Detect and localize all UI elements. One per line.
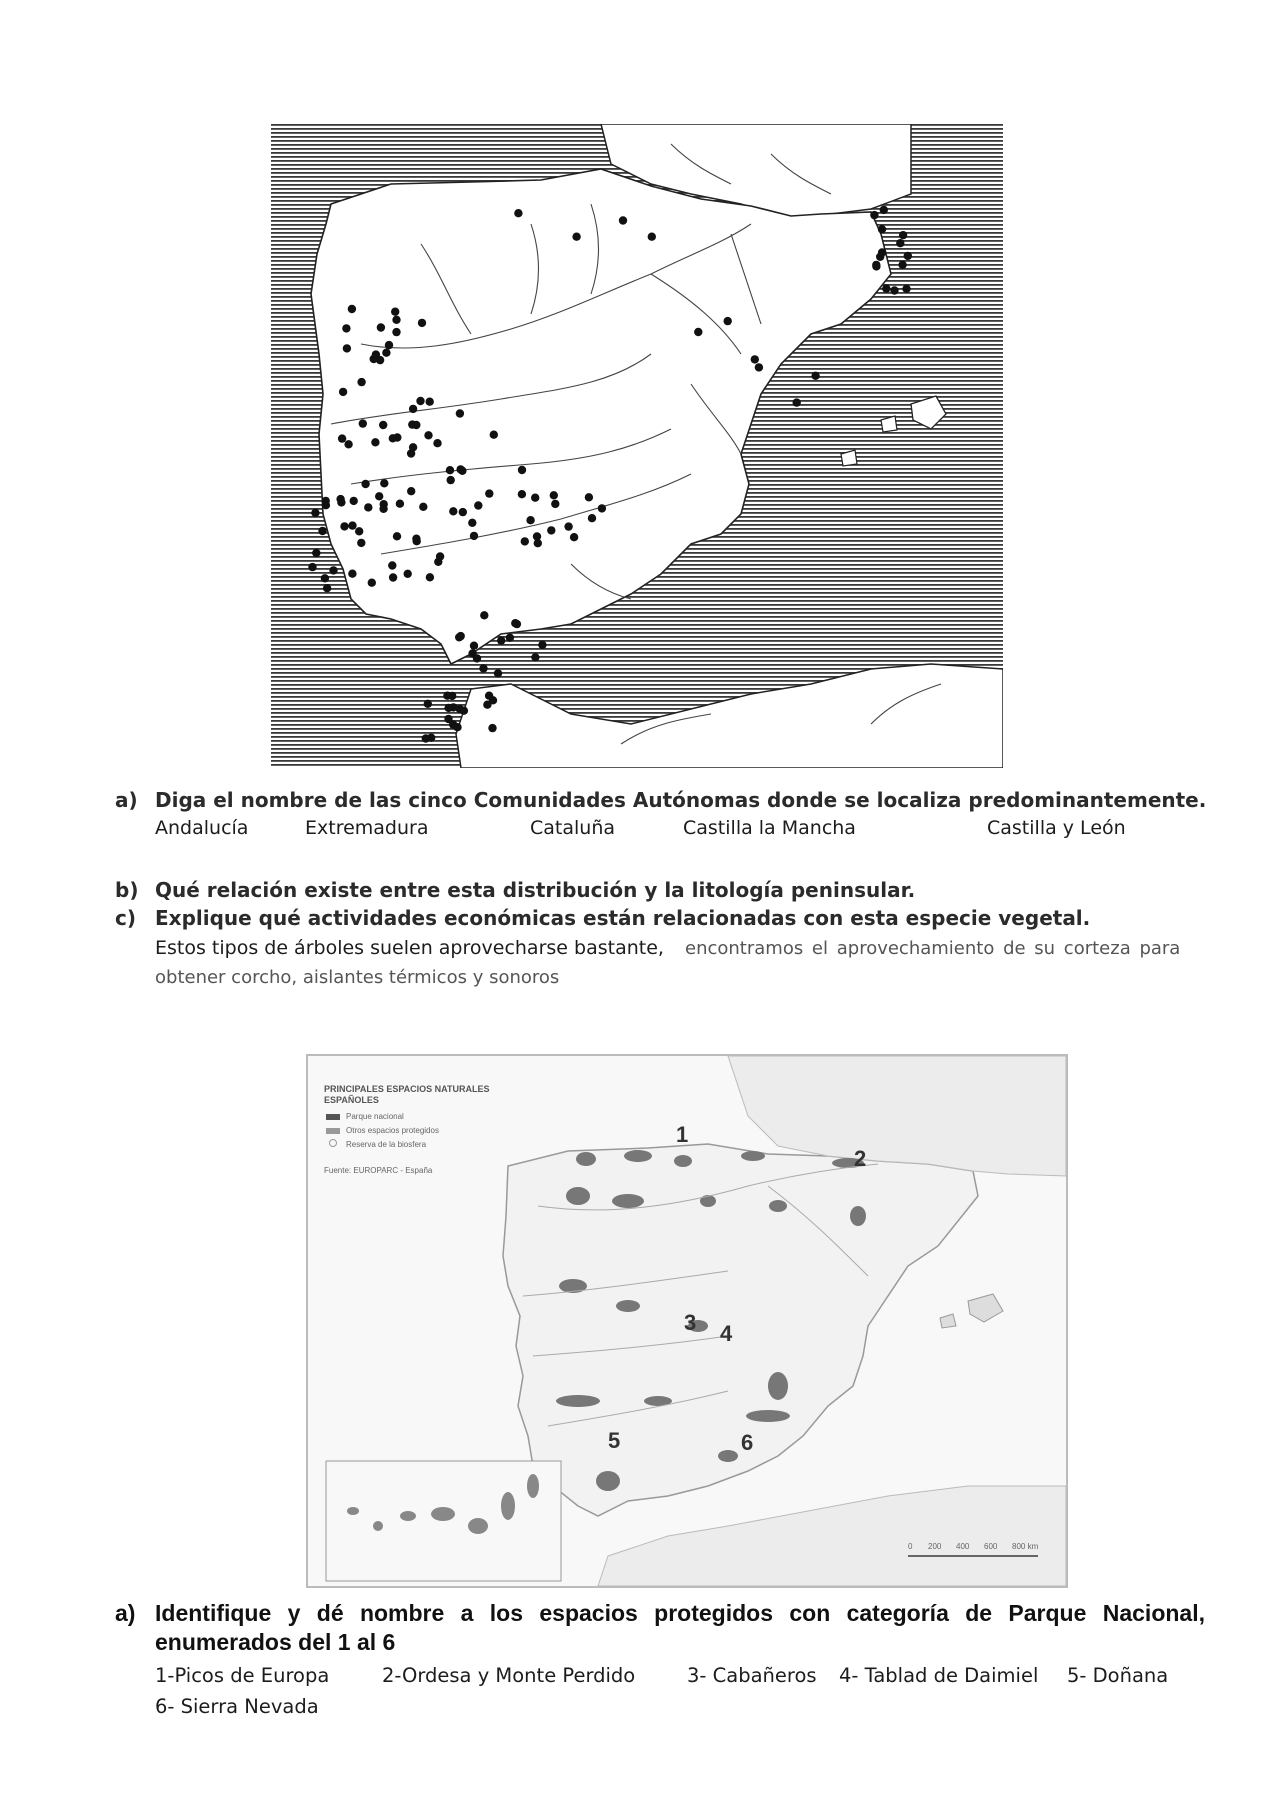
distribution-dot <box>521 537 529 545</box>
q1b-text: Qué relación existe entre esta distribución y la litología peninsular. <box>155 878 916 902</box>
answer-community-4: Castilla la Mancha <box>683 817 856 839</box>
distribution-dot <box>389 434 397 442</box>
distribution-dot <box>357 378 365 386</box>
distribution-dot <box>361 480 369 488</box>
distribution-dot <box>570 533 578 541</box>
distribution-dot <box>531 494 539 502</box>
answer-community-1: Andalucía <box>155 817 249 839</box>
park-label-5: 5 <box>608 1428 621 1453</box>
distribution-dot <box>793 398 801 406</box>
distribution-dot <box>350 497 358 505</box>
distribution-dot <box>468 519 476 527</box>
distribution-dot <box>446 466 454 474</box>
distribution-dot <box>488 724 496 732</box>
distribution-dot <box>348 570 356 578</box>
distribution-dot <box>426 573 434 581</box>
distribution-dot <box>485 692 493 700</box>
distribution-dot <box>318 527 326 535</box>
q2a-text-line1: Identifique y dé nombre a los espacios protegidos con categoría de Parque Nacional, <box>155 1600 1205 1626</box>
q1c-answer-line2: obtener corcho, aislantes térmicos y sonoros <box>155 967 560 988</box>
distribution-dot <box>385 341 393 349</box>
distribution-dot <box>550 491 558 499</box>
q1a-text: Diga el nombre de las cinco Comunidades Autónomas donde se localiza predominantemente. <box>155 788 1207 812</box>
scale-label-800: 800 km <box>1012 1542 1039 1551</box>
distribution-dot <box>444 704 452 712</box>
answer-community-3: Cataluña <box>530 817 616 839</box>
distribution-dot <box>898 261 906 269</box>
distribution-dot <box>518 490 526 498</box>
distribution-dot <box>474 501 482 509</box>
distribution-dot <box>899 231 907 239</box>
distribution-dot <box>490 431 498 439</box>
distribution-dot <box>551 500 559 508</box>
distribution-dot <box>896 239 904 247</box>
distribution-dot <box>513 620 521 628</box>
distribution-dot <box>371 438 379 446</box>
q1c-answer-part1: Estos tipos de árboles suelen aprovecharse bastante, <box>155 937 664 959</box>
distribution-dot <box>348 305 356 313</box>
distribution-dot <box>538 641 546 649</box>
distribution-dot <box>344 440 352 448</box>
distribution-dot <box>470 642 478 650</box>
distribution-dot <box>456 465 464 473</box>
distribution-dot <box>357 539 365 547</box>
distribution-dot <box>456 409 464 417</box>
distribution-dot <box>598 504 606 512</box>
distribution-dot <box>323 584 331 592</box>
distribution-dot <box>424 431 432 439</box>
distribution-dot <box>872 261 880 269</box>
distribution-dot <box>460 707 468 715</box>
distribution-dot <box>380 479 388 487</box>
q2a-label: a) <box>115 1600 136 1626</box>
distribution-dot <box>453 723 461 731</box>
distribution-dot <box>370 355 378 363</box>
distribution-dot <box>531 653 539 661</box>
distribution-dot <box>514 209 522 217</box>
distribution-dot <box>426 398 434 406</box>
legend-title-line2: ESPAÑOLES <box>324 1095 379 1105</box>
distribution-dot <box>878 225 886 233</box>
distribution-dot <box>413 537 421 545</box>
distribution-dot <box>379 505 387 513</box>
q1a-label: a) <box>115 788 138 812</box>
answer-park-1: 1-Picos de Europa <box>155 1664 330 1687</box>
distribution-dot <box>449 507 457 515</box>
distribution-dot <box>336 495 344 503</box>
distribution-dot <box>418 319 426 327</box>
distribution-dot <box>494 669 502 677</box>
answer-community-5: Castilla y León <box>987 817 1126 839</box>
natural-spaces-map <box>306 1054 1068 1588</box>
distribution-dot <box>751 355 759 363</box>
q1b-label: b) <box>115 878 139 902</box>
distribution-dot <box>348 521 356 529</box>
distribution-dot <box>342 324 350 332</box>
legend-item-national-park: Parque nacional <box>346 1112 404 1121</box>
distribution-dot <box>870 211 878 219</box>
distribution-dot <box>518 466 526 474</box>
q1c-label: c) <box>115 906 136 930</box>
distribution-dot <box>391 308 399 316</box>
distribution-dot <box>308 563 316 571</box>
answer-park-6: 6- Sierra Nevada <box>155 1695 319 1718</box>
distribution-dot <box>890 286 898 294</box>
distribution-dot <box>338 434 346 442</box>
distribution-dot <box>455 633 463 641</box>
park-label-4: 4 <box>720 1321 733 1346</box>
distribution-dot <box>585 493 593 501</box>
distribution-dot <box>343 344 351 352</box>
distribution-dot <box>479 664 487 672</box>
answer-park-2: 2-Ordesa y Monte Perdido <box>382 1664 636 1687</box>
scale-label-400: 400 <box>956 1542 970 1551</box>
distribution-dot <box>882 284 890 292</box>
scale-label-0: 0 <box>908 1542 913 1551</box>
distribution-dot <box>564 522 572 530</box>
distribution-dot <box>506 634 514 642</box>
distribution-dot <box>424 700 432 708</box>
distribution-dot <box>694 328 702 336</box>
distribution-dot <box>619 216 627 224</box>
distribution-dot <box>419 503 427 511</box>
distribution-dot <box>470 532 478 540</box>
distribution-dot <box>547 526 555 534</box>
distribution-dot <box>355 527 363 535</box>
distribution-dot <box>364 503 372 511</box>
distribution-dot <box>321 574 329 582</box>
answer-park-5: 5- Doñana <box>1067 1664 1169 1687</box>
scale-label-200: 200 <box>928 1542 942 1551</box>
distribution-dot <box>312 549 320 557</box>
distribution-dot <box>878 248 886 256</box>
distribution-dot <box>382 349 390 357</box>
distribution-dot <box>379 421 387 429</box>
legend-source: Fuente: EUROPARC - España <box>324 1166 433 1175</box>
distribution-dot <box>497 636 505 644</box>
distribution-dot <box>392 328 400 336</box>
park-label-6: 6 <box>741 1430 754 1455</box>
distribution-dot <box>433 439 441 447</box>
distribution-dot <box>409 405 417 413</box>
legend-item-other-protected: Otros espacios protegidos <box>346 1126 439 1135</box>
distribution-dot <box>340 522 348 530</box>
distribution-dot <box>359 419 367 427</box>
distribution-dot <box>811 372 819 380</box>
q2a-text-line2: enumerados del 1 al 6 <box>155 1629 396 1655</box>
distribution-dot <box>409 443 417 451</box>
distribution-dot <box>377 323 385 331</box>
distribution-dot <box>322 501 330 509</box>
distribution-dot <box>447 476 455 484</box>
distribution-dot <box>339 388 347 396</box>
distribution-dot <box>393 532 401 540</box>
distribution-dot <box>534 539 542 547</box>
distribution-dot <box>755 363 763 371</box>
q1c-text: Explique qué actividades económicas están relacionadas con esta especie vegetal. <box>155 906 1091 930</box>
distribution-dot <box>459 508 467 516</box>
park-label-2: 2 <box>854 1146 867 1171</box>
distribution-dot <box>404 570 412 578</box>
q1c-answer-part2: encontramos el aprovechamiento de su corteza para <box>685 938 1181 959</box>
distribution-dot <box>588 514 596 522</box>
distribution-dot <box>427 734 435 742</box>
park-label-1: 1 <box>676 1122 689 1147</box>
answer-park-3: 3- Cabañeros <box>687 1664 817 1687</box>
legend-item-biosphere: Reserva de la biosfera <box>346 1140 427 1149</box>
distribution-dot <box>389 573 397 581</box>
distribution-dot <box>436 552 444 560</box>
scale-label-600: 600 <box>984 1542 998 1551</box>
distribution-dot <box>396 500 404 508</box>
answer-community-2: Extremadura <box>305 817 429 839</box>
distribution-dot <box>375 492 383 500</box>
distribution-dot <box>480 611 488 619</box>
distribution-dot <box>902 285 910 293</box>
distribution-dot <box>880 206 888 214</box>
park-label-3: 3 <box>684 1310 697 1335</box>
distribution-dot <box>648 233 656 241</box>
distribution-dot <box>572 233 580 241</box>
distribution-dot <box>416 397 424 405</box>
distribution-dot <box>526 516 534 524</box>
distribution-dot <box>485 489 493 497</box>
distribution-dot <box>904 252 912 260</box>
answer-park-4: 4- Tablad de Daimiel <box>839 1664 1039 1687</box>
distribution-dot <box>311 509 319 517</box>
legend-title-line1: PRINCIPALES ESPACIOS NATURALES <box>324 1084 490 1094</box>
distribution-dot <box>388 561 396 569</box>
distribution-dot <box>724 317 732 325</box>
distribution-dot <box>448 692 456 700</box>
distribution-dot <box>407 487 415 495</box>
distribution-dot <box>368 579 376 587</box>
cork-oak-distribution-map <box>271 124 1003 768</box>
distribution-dot <box>392 316 400 324</box>
distribution-dot <box>473 654 481 662</box>
distribution-dot <box>412 421 420 429</box>
distribution-dot <box>329 566 337 574</box>
